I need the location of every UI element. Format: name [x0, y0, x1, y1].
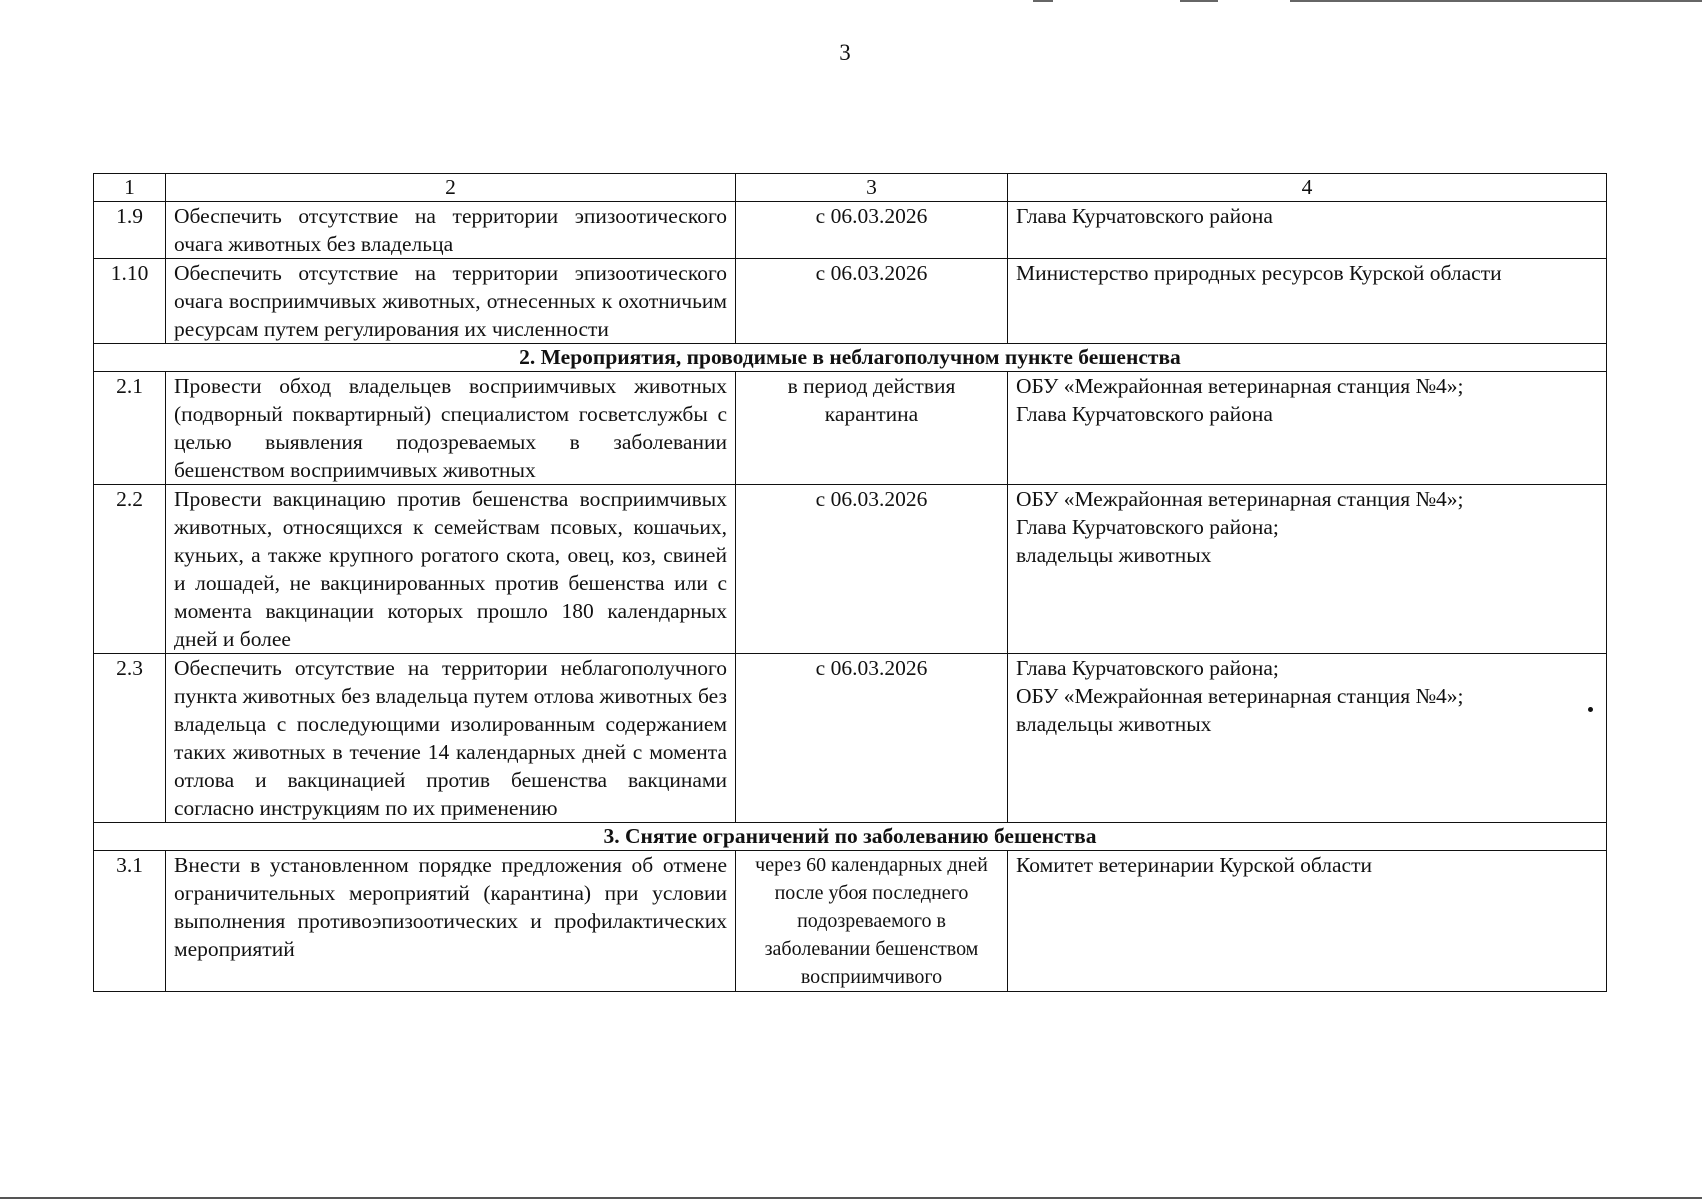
responsible-line: ОБУ «Межрайонная ветеринарная станция №4»;	[1016, 374, 1464, 398]
page-number: 3	[839, 40, 851, 65]
row-number: 1.9	[94, 202, 166, 259]
responsible-line: ОБУ «Межрайонная ветеринарная станция №4»;	[1016, 684, 1464, 708]
responsible-line: владельцы животных	[1016, 712, 1212, 736]
header-col-3: 3	[736, 174, 1008, 202]
table-row	[94, 372, 1607, 485]
responsible-line: Глава Курчатовского района	[1016, 402, 1273, 426]
measures-table	[93, 173, 1607, 992]
row-responsible	[1008, 202, 1607, 259]
row-term: с 06.03.2026	[736, 202, 1008, 259]
scan-speck	[1588, 707, 1593, 712]
section-heading-row	[94, 344, 1607, 372]
row-measure: Внести в установленном порядке предложения об отмене ограничительных мероприятий (карантина) при условии выполнения противоэпизоотических и профилактических мероприятий	[166, 851, 736, 992]
responsible-line: Глава Курчатовского района;	[1016, 515, 1279, 539]
row-number: 3.1	[94, 851, 166, 992]
table-row	[94, 851, 1607, 992]
row-term: с 06.03.2026	[736, 485, 1008, 654]
scan-edge-line	[1180, 0, 1218, 2]
table-row	[94, 654, 1607, 823]
row-number: 2.1	[94, 372, 166, 485]
section-heading-row	[94, 823, 1607, 851]
header-col-2: 2	[166, 174, 736, 202]
row-number: 1.10	[94, 259, 166, 344]
responsible-line: Глава Курчатовского района;	[1016, 656, 1279, 680]
row-responsible	[1008, 485, 1607, 654]
row-number: 2.3	[94, 654, 166, 823]
row-term: в период действия карантина	[736, 372, 1008, 485]
table-header-row	[94, 174, 1607, 202]
row-responsible	[1008, 851, 1607, 992]
scan-edge-line	[1033, 0, 1053, 2]
responsible-line: Министерство природных ресурсов Курской области	[1016, 261, 1502, 285]
row-measure: Провести обход владельцев восприимчивых животных (подворный поквартирный) специалистом госветслужбы с целью выявления подозреваемых в заболевании бешенством восприимчивых животных	[166, 372, 736, 485]
table-row	[94, 259, 1607, 344]
row-number: 2.2	[94, 485, 166, 654]
responsible-line: владельцы животных	[1016, 543, 1212, 567]
row-term: с 06.03.2026	[736, 259, 1008, 344]
responsible-line: Глава Курчатовского района	[1016, 204, 1273, 228]
row-responsible	[1008, 372, 1607, 485]
row-term: с 06.03.2026	[736, 654, 1008, 823]
row-term: через 60 календарных дней после убоя последнего подозреваемого в заболевании бешенством восприимчивого	[736, 851, 1008, 992]
scan-edge-line	[1290, 0, 1702, 2]
row-measure: Провести вакцинацию против бешенства восприимчивых животных, относящихся к семействам псовых, кошачьих, куньих, а также крупного рогатого скота, овец, коз, свиней и лошадей, не вакцинированных против бешенства или с момента вакцинации которых прошло 180 календарных дней и более	[166, 485, 736, 654]
scan-edge-line	[0, 1197, 1702, 1199]
section-title: 3. Снятие ограничений по заболеванию бешенства	[94, 823, 1607, 851]
row-measure: Обеспечить отсутствие на территории неблагополучного пункта животных без владельца путем отлова животных без владельца с последующими изолированным содержанием таких животных в течение 14 календарных дней с момента отлова и вакцинацией против бешенства вакцинами согласно инструкциям по их применению	[166, 654, 736, 823]
row-responsible	[1008, 654, 1607, 823]
table-row	[94, 202, 1607, 259]
header-col-1: 1	[94, 174, 166, 202]
row-responsible	[1008, 259, 1607, 344]
responsible-line: ОБУ «Межрайонная ветеринарная станция №4»;	[1016, 487, 1464, 511]
row-measure: Обеспечить отсутствие на территории эпизоотического очага животных без владельца	[166, 202, 736, 259]
section-title: 2. Мероприятия, проводимые в неблагополучном пункте бешенства	[94, 344, 1607, 372]
table-row	[94, 485, 1607, 654]
responsible-line: Комитет ветеринарии Курской области	[1016, 853, 1372, 877]
row-measure: Обеспечить отсутствие на территории эпизоотического очага восприимчивых животных, отнесенных к охотничьим ресурсам путем регулирования их численности	[166, 259, 736, 344]
header-col-4: 4	[1008, 174, 1607, 202]
